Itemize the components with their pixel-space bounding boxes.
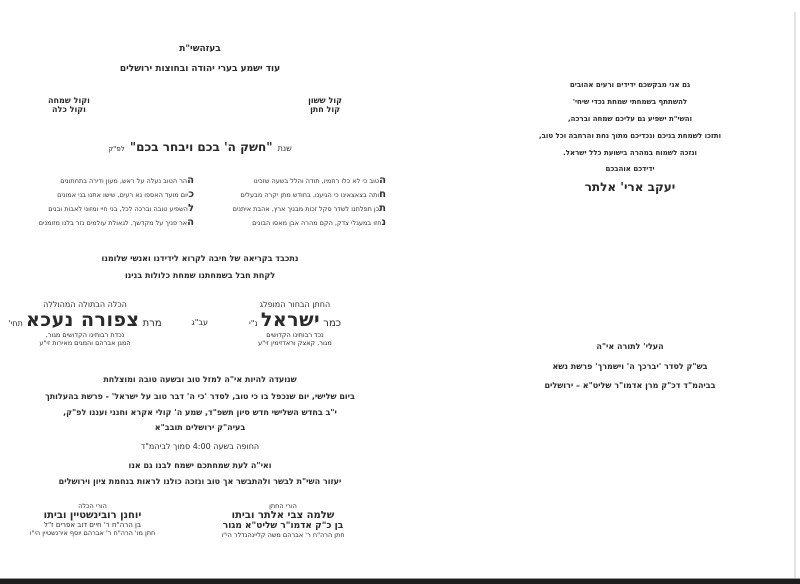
bride-lineage-2: המגן אברהם והמגים מאירות זי"ע [39,339,131,347]
bride-parents-line3: חתן מו' הרה"ח ר' אברהם יוסף אירנשטיין הי"ו [29,529,156,537]
wedding-invitation-panel [0,0,400,580]
poem-line: האר פניך על מקדשך, לגאולת עולמים נזר בלנו מזומנים [38,217,194,228]
invitation-text-1: נתכבד בקריאה של חיבה לקרוא לידידנו ואנשי שלומנו [101,254,299,263]
year-phrase: "חשק ה' בכם ויבחר בכם" [129,140,273,154]
note-line-5: ונזכה לשמוח במהרה בישועת כלל ישראל. [563,149,697,157]
note-line-1: גם אני מבקשכם ידידים ורעים אהובים [569,81,691,89]
opening-verse: עוד ישמע בערי יהודה ובחוצות ירושלים [119,64,281,74]
bride-block [0,300,170,347]
poem-left [4,174,194,230]
voices-right [308,96,342,114]
note-signature: יעקב ארי' אלתר [584,180,676,194]
groom-parents-line2: בן כ"ק אדמו"ר שליט"א מגור [222,521,344,531]
bride-parents-name: יוחנן רובינשטיין וביתו [43,510,142,521]
groom-parents-name: שלמה צבי אלתר וביתו [231,510,335,521]
groom-lineage-2: מגור, קאצק וראדזימין זי"ע [258,339,332,347]
event-line-2: ביום שלישי, יום שנכפל בו כי טוב, לסדר 'כי ה' דבר טוב על ישראל' - פרשת בהעלותך [45,392,355,401]
closing-line-1: ואי"ה לעת שמחתכם ישמח לבנו גם אנו [128,461,272,470]
personal-note-panel [460,0,800,580]
groom-parents-label: הורי החתן [269,502,297,510]
poem-line: ההר הטוב נעלה על ראש, מעון ודירה בתחתונים [60,175,194,186]
opening-blessing: בעזהשי"ת [179,44,221,54]
poem-line: חותה בצאצאינו כי הגיענו, בחודש מתן יקרה מבעלים [240,189,386,200]
year-line [0,136,400,155]
groom-lineage-1: נכד רבותינו הקדושים [266,331,324,339]
page-edge-divider [794,12,796,578]
groom-block [220,300,370,347]
note-signoff: ידידכם אוהבכם [605,165,655,173]
year-prefix: שנת [277,144,292,153]
poem-right [198,174,386,230]
groom-name: ישראל [260,309,321,331]
groom-suffix: נ"י [248,319,258,328]
bride-name-line [0,309,170,331]
note-line-4: ותזכו לשמחת בניכם ונכדיכם מתוך נחת והרחבה וכל טוב, [538,132,721,140]
groom-prefix: כמר [323,318,342,329]
aliyah-line-2: בביהמ"ד דכ"ק מרן אדמו"ר שליט"א – ירושלים [544,381,716,390]
poem-line: תכן תפלתנו לשדר סקל זכות מבניך ארץ, אהבת איתנים [232,203,386,214]
poem-line: להשפיע טובה וברכה לכל, בני חיי ומזוני לאבות ובנים [48,203,194,214]
groom-parents-line3: חתן הרה"ח ר' אברהם משה קליינהנדלר הי"ו [221,531,345,539]
year-suffix: לפ"ק [108,145,125,153]
groom-title: החתן הבחור המופלג [259,300,331,309]
voices-left [48,96,90,114]
invitation-text-2: לקחת חבל בשמחתנו שמחת כלולות בנינו [124,271,276,280]
bride-parents-block [0,502,185,537]
voice-chatan: קול חתן [310,105,341,114]
poem-line: כיום מועד האספו נא רעים, שישו אתנו בני אמונים [57,189,194,200]
bride-name: צפורה נעכא [26,309,140,331]
aliyah-title: העלי' לתורה אי"ה [596,342,664,351]
groom-name-line [220,309,370,331]
note-line-2: להשתתף בשמחתי שמחת נכדי שיחי' [572,98,688,106]
bride-lineage-1: נכדת רבותינו הקדושים מגור, [45,331,125,339]
bride-parents-line2: בן הרה"ח ר' חיים דוב אפרים ז"ל [43,521,142,529]
note-line-3: והשי"ת ישפיע גם עליכם שמחה וברכה, [567,115,692,123]
closing-line-2: יעזור השי"ת לבשר ולהתבשר אך טוב ונזכה כולנו לראות בנחמת ציון וירושלים [58,477,342,486]
voice-kallah: וקול כלה [51,105,86,114]
event-location: בעיה"ק ירושלים תובב"א [154,423,246,432]
event-line-3: י"ב בחדש השלישי חדש סיון תשפ"ד, שמע ה' קולי אקרא וחנני ועננו לפ"ק, [63,408,337,417]
aliyah-line-1: בש"ק לסדר 'יברכך ה' וישמרך' פרשת נשא [552,362,708,371]
groom-parents-block [188,502,378,539]
voice-sason: קול ששון [308,96,342,105]
event-line-1: שנועדה להיות אי"ה למזל טוב ובשעה טובה ומוצלחת [103,375,297,384]
poem-line: נחזו במעגלי צדק, הקם מהרה אבן מאסו הבונים [252,217,386,228]
bottom-bar [0,578,800,584]
bride-title: הכלה הבתולה המהוללה [43,300,127,309]
chuppah-time: החופה בשעה 4:00 סמוך לביהמ"ד [140,442,260,451]
connector: עב"ג [191,318,208,327]
voice-simcha: וקול שמחה [48,96,90,105]
bride-parents-label: הורי הכלה [78,502,107,510]
bride-suffix: תחי' [8,319,23,328]
poem-line: הטוב כי לא כלו רחמיו, תודה והלל בשעה שזכינו [253,175,386,186]
bride-prefix: מרת [142,318,162,329]
